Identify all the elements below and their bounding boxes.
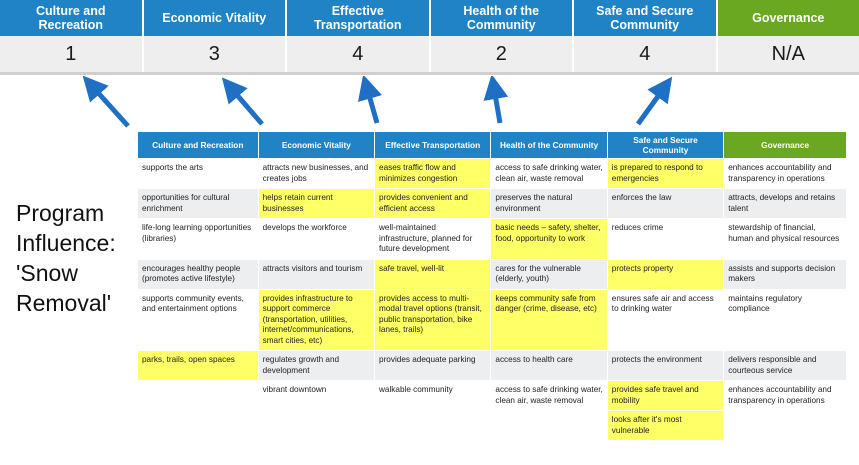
table-cell: attracts visitors and tourism <box>258 259 374 289</box>
table-cell: stewardship of financial, human and physical resources <box>724 219 847 260</box>
header-label: Governance <box>752 11 825 25</box>
table-cell: life-long learning opportunities (libraries) <box>138 219 259 260</box>
table-cell: walkable community <box>375 381 491 411</box>
table-cell: access to safe drinking water, clean air, waste removal <box>491 159 607 189</box>
table-row <box>138 289 847 351</box>
score-band <box>0 36 859 75</box>
table-cell <box>138 381 259 411</box>
header-cell-culture-and-recreation <box>0 0 144 36</box>
table-cell: access to safe drinking water, clean air, waste removal <box>491 381 607 411</box>
page-title: Program Influence: 'Snow Removal' <box>16 200 116 316</box>
table-cell: supports the arts <box>138 159 259 189</box>
arrow-icon-economic <box>231 88 262 124</box>
table-cell: access to health care <box>491 351 607 381</box>
table-cell: is prepared to respond to emergencies <box>607 159 723 189</box>
table-cell: opportunities for cultural enrichment <box>138 189 259 219</box>
header-cell-economic-vitality <box>144 0 288 36</box>
score-effective-transportation: 4 <box>287 36 431 72</box>
table-cell: cares for the vulnerable (elderly, youth) <box>491 259 607 289</box>
table-cell: ensures safe air and access to drinking water <box>607 289 723 351</box>
table-cell: looks after it's most vulnerable <box>607 411 723 441</box>
table-cell: protects the environment <box>607 351 723 381</box>
table-cell: delivers responsible and courteous service <box>724 351 847 381</box>
table-cell <box>491 411 607 441</box>
table-cell: safe travel, well-lit <box>375 259 491 289</box>
table-cell: maintains regulatory compliance <box>724 289 847 351</box>
table-cell <box>724 411 847 441</box>
table-cell: provides safe travel and mobility <box>607 381 723 411</box>
table-cell: parks, trails, open spaces <box>138 351 259 381</box>
table-cell <box>375 411 491 441</box>
matrix-header-health-of-the-community: Health of the Community <box>491 132 607 159</box>
score-economic-vitality: 3 <box>144 36 288 72</box>
header-label: Effective Transportation <box>313 4 402 32</box>
table-cell: keeps community safe from danger (crime, disease, etc) <box>491 289 607 351</box>
table-row <box>138 259 847 289</box>
table-row <box>138 189 847 219</box>
table-cell: attracts, develops and retains talent <box>724 189 847 219</box>
header-label: Health of the Community <box>463 4 540 32</box>
score-culture-and-recreation: 1 <box>0 36 144 72</box>
table-cell: enforces the law <box>607 189 723 219</box>
influence-matrix <box>137 131 847 441</box>
arrow-group <box>0 76 859 134</box>
table-row <box>138 381 847 411</box>
table-row <box>138 351 847 381</box>
category-header-band <box>0 0 859 36</box>
table-row <box>138 219 847 260</box>
table-cell: regulates growth and development <box>258 351 374 381</box>
table-cell: provides adequate parking <box>375 351 491 381</box>
header-cell-governance <box>718 0 859 36</box>
table-cell: develops the workforce <box>258 219 374 260</box>
table-cell: eases traffic flow and minimizes congestion <box>375 159 491 189</box>
table-cell: supports community events, and entertainment options <box>138 289 259 351</box>
matrix-header-effective-transportation: Effective Transportation <box>375 132 491 159</box>
arrow-icon-safe <box>638 88 664 124</box>
table-cell: reduces crime <box>607 219 723 260</box>
table-cell: helps retain current businesses <box>258 189 374 219</box>
header-cell-safe-and-secure-community <box>574 0 718 36</box>
matrix-header-safe-and-secure-community: Safe and Secure Community <box>607 132 723 159</box>
score-governance: N/A <box>718 36 859 72</box>
header-label: Economic Vitality <box>162 11 267 25</box>
table-row <box>138 159 847 189</box>
table-cell: encourages healthy people (promotes active lifestyle) <box>138 259 259 289</box>
score-safe-and-secure-community: 4 <box>574 36 718 72</box>
table-cell: preserves the natural environment <box>491 189 607 219</box>
table-cell: enhances accountability and transparency in operations <box>724 159 847 189</box>
table-cell: well-maintained infrastructure, planned for future development <box>375 219 491 260</box>
arrow-icon-health <box>494 88 500 123</box>
matrix-header-governance: Governance <box>724 132 847 159</box>
score-health-of-the-community: 2 <box>431 36 575 72</box>
table-cell: provides infrastructure to support commerce (transportation, utilities, internet/communications, smart cities, etc) <box>258 289 374 351</box>
table-cell: enhances accountability and transparency in operations <box>724 381 847 411</box>
table-row <box>138 411 847 441</box>
matrix-header-culture-and-recreation: Culture and Recreation <box>138 132 259 159</box>
matrix-header-row <box>138 132 847 159</box>
table-cell <box>258 411 374 441</box>
matrix-header-economic-vitality: Economic Vitality <box>258 132 374 159</box>
table-cell: attracts new businesses, and creates jobs <box>258 159 374 189</box>
header-label: Culture and Recreation <box>36 4 106 32</box>
table-cell: basic needs – safety, shelter, food, opportunity to work <box>491 219 607 260</box>
header-label: Safe and Secure Community <box>596 4 694 32</box>
header-cell-effective-transportation <box>287 0 431 36</box>
table-cell <box>138 411 259 441</box>
header-cell-health-of-the-community <box>431 0 575 36</box>
table-cell: protects property <box>607 259 723 289</box>
table-cell: provides convenient and efficient access <box>375 189 491 219</box>
arrow-icon-culture <box>92 86 128 126</box>
table-cell: vibrant downtown <box>258 381 374 411</box>
table-cell: assists and supports decision makers <box>724 259 847 289</box>
table-cell: provides access to multi-modal travel options (transit, public transportation, bike lanes, trails) <box>375 289 491 351</box>
arrow-icon-transportation <box>367 88 377 123</box>
